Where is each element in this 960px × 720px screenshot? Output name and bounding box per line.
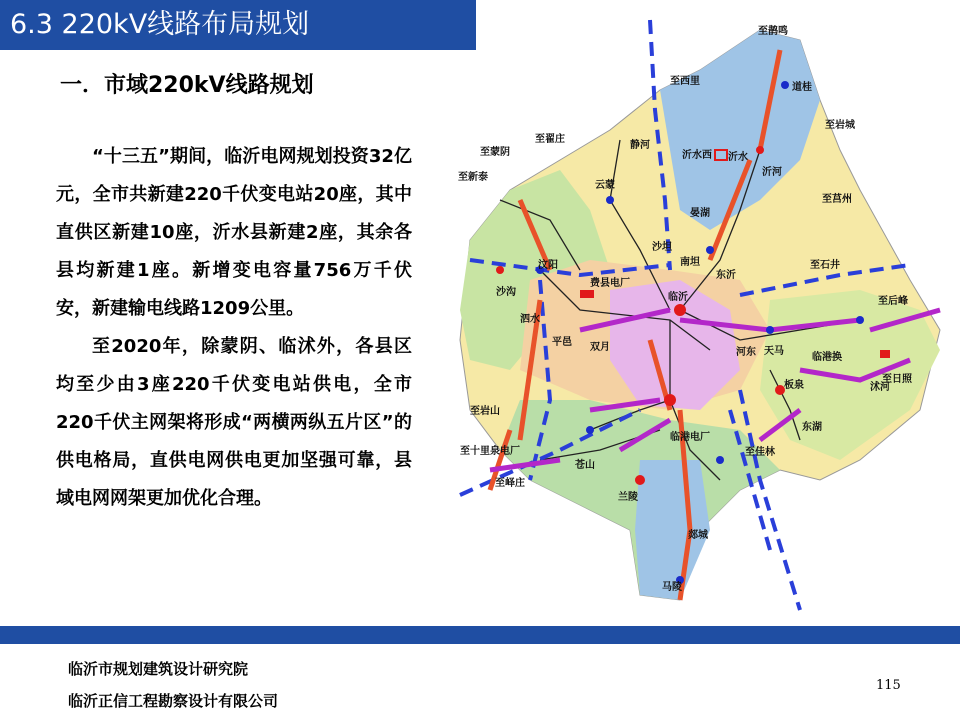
map-label: 南坦 (680, 257, 700, 268)
map-label: 泗水 (520, 314, 540, 325)
map-label: 沂水 (728, 152, 748, 163)
map-label: 临港电厂 (670, 432, 710, 443)
slide-title: 6.3 220kV线路布局规划 (10, 9, 310, 40)
map-label: 至佳林 (745, 447, 775, 458)
map-label: 至日照 (882, 374, 912, 385)
map-label: 至鹊鸣 (758, 26, 788, 37)
map-label: 沙沟 (496, 287, 516, 298)
map-label: 汶阳 (538, 260, 558, 271)
map-label: 至翟庄 (535, 134, 565, 145)
map-label: 沭河 (870, 382, 890, 393)
body-text (56, 138, 412, 518)
map-label: 郯城 (688, 530, 708, 541)
paragraph-1: “十三五”期间，临沂电网规划投资32亿元，全市共新建220千伏变电站20座，其中直供区新建10座，沂水县新建2座，其余各县均新建1座。新增变电容量756万千伏安，新建输电线路1209公里。 (56, 146, 412, 319)
page-number: 115 (876, 678, 901, 693)
map-label: 平邑 (552, 337, 572, 348)
slide-title-bar (0, 0, 476, 50)
map-label: 苍山 (575, 460, 595, 471)
map-label: 至十里泉电厂 (460, 446, 520, 457)
map-label: 至峄庄 (495, 478, 525, 489)
map-label: 马陵 (662, 582, 682, 593)
map-label: 兰陵 (618, 492, 638, 503)
map-label: 至岩城 (825, 120, 855, 131)
map-label: 沙坦 (652, 242, 672, 253)
map-label: 临沂 (668, 292, 688, 303)
map-label: 至岩山 (470, 406, 500, 417)
map-label: 板泉 (784, 380, 804, 391)
map-label: 至蒙阴 (480, 147, 510, 158)
map-label: 沂河 (762, 167, 782, 178)
map-label: 东湖 (802, 422, 822, 433)
map-label: 云蒙 (595, 180, 615, 191)
footer-line-2: 临沂正信工程勘察设计有限公司 (68, 692, 279, 710)
footer-line-1: 临沂市规划建筑设计研究院 (68, 660, 249, 678)
map-label: 至西里 (670, 76, 700, 87)
map-label: 天马 (764, 346, 784, 357)
map-label: 静河 (630, 140, 650, 151)
map-label: 河东 (736, 347, 756, 358)
bottom-bar (0, 626, 960, 644)
paragraph-2: 至2020年，除蒙阴、临沭外，各县区均至少由3座220千伏变电站供电，全市220千伏主网架将形成“两横两纵五片区”的供电格局，直供电网供电更加坚强可靠，县域电网网架更加优化合理。 (56, 336, 412, 509)
map-label: 至后峰 (878, 296, 908, 307)
map-label: 至石井 (810, 260, 840, 271)
section-subtitle: 一．市域220kV线路规划 (60, 73, 314, 98)
map-label: 至新泰 (458, 172, 488, 183)
power-grid-map (440, 10, 960, 620)
map-label: 东沂 (716, 270, 736, 281)
map-label: 晏湖 (690, 208, 710, 219)
map-label: 至莒州 (822, 194, 852, 205)
map-label: 费县电厂 (590, 278, 630, 289)
map-label: 沂水西 (682, 150, 712, 161)
map-label: 双月 (590, 342, 610, 353)
map-svg (440, 10, 960, 620)
map-label: 道桂 (792, 82, 812, 93)
map-label: 临港换 (812, 352, 842, 363)
